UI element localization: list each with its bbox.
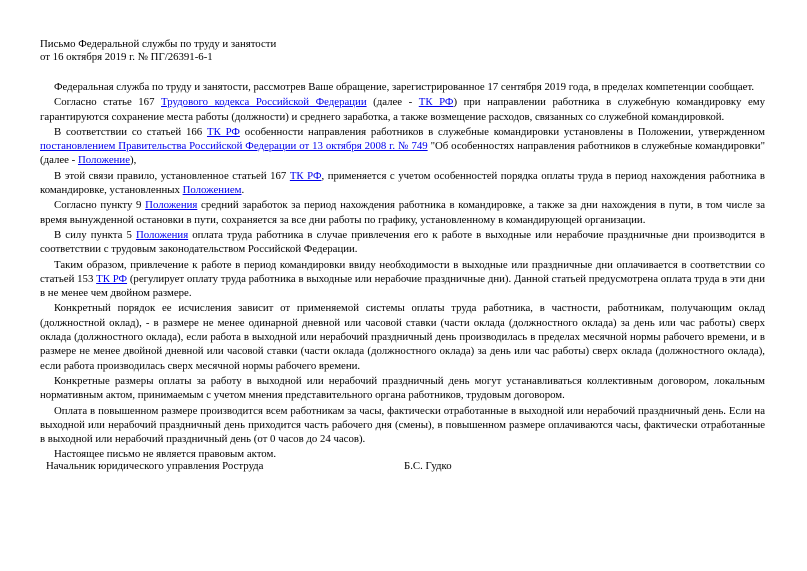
signatory-name: Б.С. Гудко (404, 460, 452, 472)
paragraph-text: В этой связи правило, установленное статьей 167 (54, 169, 290, 182)
link-regulation[interactable]: Положение (77, 154, 130, 167)
paragraph-text: Таким образом, привлечение к работе в период командировки ввиду необходимости в выходные или праздничные дни оплачивается в соответствии со статьей 153 (40, 258, 765, 285)
paragraph-11: Настоящее письмо не является правовым актом. (54, 448, 277, 461)
paragraph-10: Оплата в повышенном размере производится всем работникам за часы, фактически отработанные в выходной или нерабочий праздничный день. Если на выходной или нерабочий праздничный день приходится часть рабочего дня (смены), в повышенном размере оплачиваются часы, фактически отработанные в выходной или нерабочий праздничный день (от 0 часов до 24 часов). (40, 404, 765, 446)
signatory-position: Начальник юридического управления Роструда (46, 460, 264, 472)
paragraph-text: В соответствии со статьей 166 (54, 125, 207, 138)
paragraph-4 (40, 169, 765, 198)
paragraph-7 (40, 258, 765, 301)
paragraph-text: . (241, 184, 245, 197)
link-government-decree[interactable]: постановлением Правительства Российской Федерации от 13 октября 2008 г. № 749 (40, 140, 428, 153)
link-labor-code[interactable]: Трудового кодекса Российской Федерации (161, 96, 367, 109)
paragraph-2 (40, 95, 765, 124)
paragraph-text: В силу пункта 5 (54, 228, 136, 241)
link-tk-rf[interactable]: ТК РФ (289, 169, 322, 182)
paragraph-text: "Об особенностях направления работников в служебные командировки" (далее - (40, 140, 765, 167)
paragraph-text: средний заработок за период нахождения работника в командировке, а также за дни нахождения в пути, в том числе за время вынужденной остановки в пути, сохраняется за все дни работы по графику, установленному в командирующей организации. (40, 199, 765, 226)
link-tk-rf[interactable]: ТК РФ (206, 125, 240, 138)
document-title (40, 38, 765, 64)
paragraph-text: Согласно статье 167 (54, 96, 162, 109)
paragraph-text: ), (129, 154, 137, 167)
paragraph-8: Конкретный порядок ее исчисления зависит от применяемой системы оплаты труда работника, в частности, работникам, получающим оклад (должностной оклад), - в размере не менее одинарной дневной или часовой ставки (части оклада (должностного оклада) за день или час работы) сверх оклада (должностного оклада), если работа в выходной или нерабочий праздничный день производилась в пределах месячной нормы рабочего времени, и в размере не менее двойной дневной или часовой ставки (части оклада (должностного оклада) за день или час работы) сверх оклада (должностного оклада), если работа производилась сверх месячной нормы рабочего времени. (40, 302, 765, 372)
link-tk-rf[interactable]: ТК РФ (418, 96, 454, 109)
paragraph-text: Согласно пункту 9 (54, 199, 146, 212)
link-tk-rf[interactable]: ТК РФ (96, 272, 128, 285)
paragraph-text: ) при направлении работника в служебную командировку ему гарантируются сохранение места работы (должности) и среднего заработка, а также возмещение расходов, связанных со служебной командировкой. (40, 96, 765, 123)
title-line-1: Письмо Федеральной службы по труду и занятости (40, 38, 277, 50)
paragraph-9: Конкретные размеры оплаты за работу в выходной или нерабочий праздничный день могут устанавливаться коллективным договором, локальным нормативным актом, принимаемым с учетом мнения представительного органа работников, трудовым договором. (40, 374, 765, 402)
paragraph-text: оплата труда работника в случае привлечения его к работе в выходные или нерабочие праздничные дни производится в соответствии с трудовым законодательством Российской Федерации. (40, 228, 765, 256)
document-body (40, 80, 765, 462)
paragraph-text: особенности направления работников в служебные командировки установлены в Положении, утвержденном (239, 125, 765, 138)
paragraph-text: (далее - (366, 96, 419, 109)
paragraph-text: (регулирует оплату труда работника в выходные или нерабочие праздничные дни). Данной статьей предусмотрена оплата труда в эти дни в не менее чем двойном размере. (40, 272, 765, 300)
paragraph-text: , применяется с учетом особенностей порядка оплаты труда в период нахождения работника в командировке, установленных (40, 169, 765, 197)
paragraph-1: Федеральная служба по труду и занятости, рассмотрев Ваше обращение, зарегистрированное 17 сентября 2019 года, в пределах компетенции сообщает. (54, 81, 755, 93)
link-regulation[interactable]: Положением (182, 184, 242, 197)
paragraph-5 (40, 198, 765, 227)
title-line-2: от 16 октября 2019 г. № ПГ/26391-6-1 (40, 51, 213, 63)
paragraph-6 (40, 228, 765, 257)
link-regulation[interactable]: Положения (145, 199, 198, 212)
link-regulation[interactable]: Положения (135, 228, 189, 241)
paragraph-3 (40, 125, 765, 168)
